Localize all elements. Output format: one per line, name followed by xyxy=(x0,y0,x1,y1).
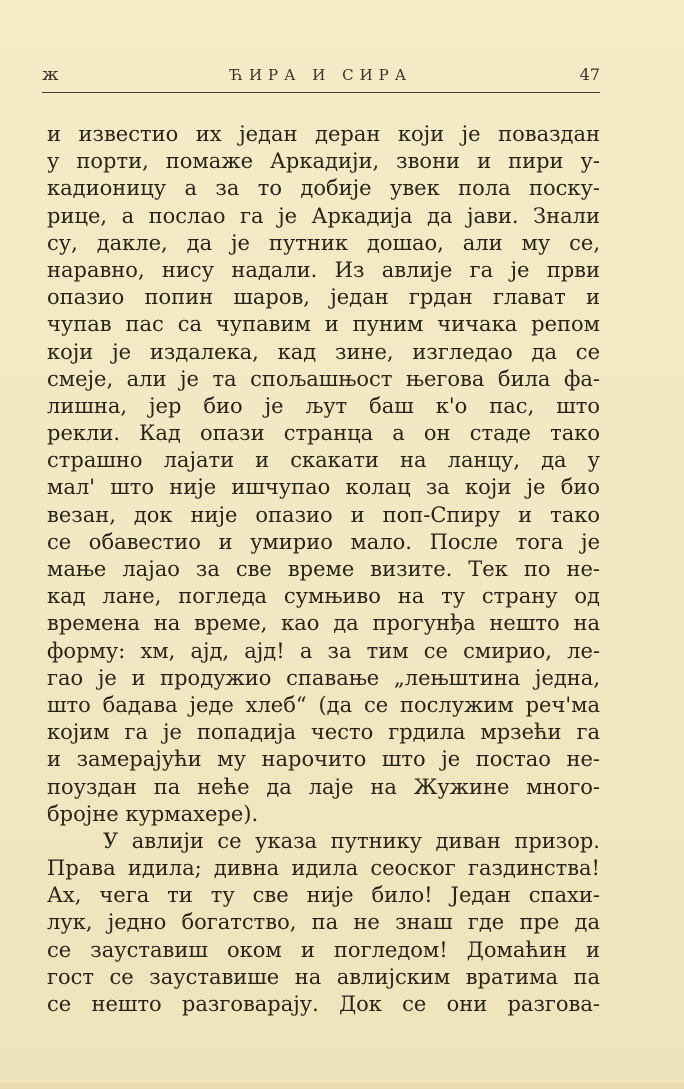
text-line: рице, а послао га је Аркадија да јави. Знали xyxy=(47,203,600,228)
text-line: чупав пас са чупавим и пуним чичака репом xyxy=(47,312,600,337)
text-line: Права идила; дивна идила сеоског газдинства! xyxy=(47,856,600,881)
text-line: смеје, али је та спољашњост његова била фа- xyxy=(47,366,600,391)
body-text xyxy=(47,121,600,1018)
text-line: Ах, чега ти ту све није било! Један спахи- xyxy=(47,883,600,908)
text-line: и замерајући му нарочито што је постао не- xyxy=(47,747,600,772)
text-line: страшно лајати и скакати на ланцу, да у xyxy=(47,448,600,473)
text-line: и известио их један деран који је поваздан xyxy=(47,122,600,146)
text-line: гао је и продужио спавање „лењштина једна, xyxy=(47,665,600,690)
text-line: се зауставиш оком и погледом! Домаћин и xyxy=(47,937,600,962)
text-line: се нешто разговарају. Док се они разгова- xyxy=(47,992,600,1016)
text-line: поуздан па неће да лаје на Жужине много- xyxy=(47,774,600,799)
text-line: се обавестио и умирио мало. После тога је xyxy=(47,529,600,554)
text-line: у порти, помаже Аркадији, звони и пири у- xyxy=(47,149,600,174)
text-line: бројне курмахере). xyxy=(47,801,259,826)
text-line: кадионицу а за то добије увек пола поску- xyxy=(47,176,600,201)
text-line: лишна, јер био је љут баш к'о пас, што xyxy=(47,393,600,418)
text-line: мал' што није ишчупао колац за који је био xyxy=(47,475,600,500)
text-line: гост се зауставише на авлијским вратима па xyxy=(47,964,600,989)
text-line: лук, једно богатство, па не знаш где пре да xyxy=(47,910,600,935)
paragraph-first-line: У авлији се указа путнику диван призор. xyxy=(103,828,600,853)
text-line: мање лајао за све време визите. Тек по не- xyxy=(47,557,600,581)
text-line: кад лане, погледа сумњиво на ту страну од xyxy=(47,584,600,609)
text-line: наравно, нису надали. Из авлије га је први xyxy=(47,257,600,282)
text-line: што бадава једе хлеб“ (да се послужим реч'ма xyxy=(47,692,600,717)
page-bottom-edge xyxy=(0,1083,684,1089)
text-line: опазио попин шаров, један грдан глават и xyxy=(47,285,600,310)
text-line: којим га је попадија често грдила мрзећи га xyxy=(47,720,600,745)
text-line: рекли. Кад опази странца а он стаде тако xyxy=(47,421,600,446)
text-line: форму: хм, ајд, ајд! а за тим се смирио, ле- xyxy=(47,638,600,663)
text-line: времена на време, као да прогунђа нешто на xyxy=(47,611,600,636)
page-number: 47 xyxy=(579,65,600,84)
running-title: ЋИРА И СИРА xyxy=(229,66,413,84)
page-header xyxy=(42,62,600,88)
text-line: везан, док није опазио и поп-Спиру и тако xyxy=(47,502,600,527)
ornament-icon: ж xyxy=(42,64,59,85)
text-line: су, дакле, да је путник дошао, али му се, xyxy=(47,230,600,255)
header-rule xyxy=(42,92,600,93)
text-line: који је издалека, кад зине, изгледао да се xyxy=(47,339,600,364)
